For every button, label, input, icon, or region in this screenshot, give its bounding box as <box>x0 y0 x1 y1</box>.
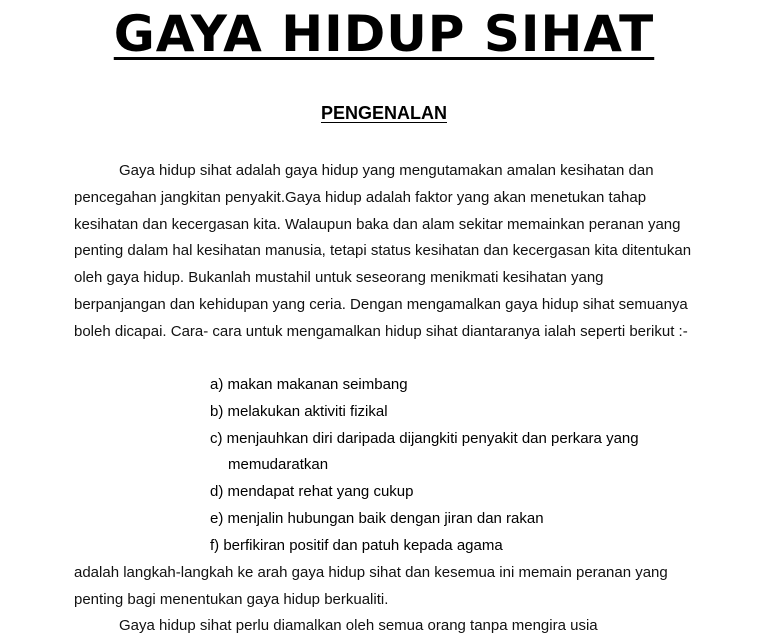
intro-paragraph-text: Gaya hidup sihat adalah gaya hidup yang mengutamakan amalan kesihatan dan pencegahan jangkitan penyakit.Gaya hidup adalah faktor yang akan menetukan tahap kesihatan dan kecergasan kita. Walaupun baka dan alam sekitar memainkan peranan yang penting dalam hal kesihatan manusia, tetapi status kesihatan dan kecergasan kita ditentukan oleh gaya hidup. Bukanlah mustahil untuk seseorang menikmati kesihatan yang berpanjangan dan kehidupan yang ceria. Dengan mengamalkan gaya hidup sihat semuanya boleh dicapai. Cara- cara untuk mengamalkan hidup sihat diantaranya ialah seperti berikut :- <box>74 162 692 340</box>
list-item: b) melakukan aktiviti fizikal <box>210 402 388 420</box>
list-item: c) menjauhkan diri daripada dijangkiti penyakit dan perkara yang memudaratkan <box>210 429 639 474</box>
section-heading <box>0 101 768 125</box>
list-item: f) berfikiran positif dan patuh kepada agama <box>210 536 503 554</box>
next-paragraph: Gaya hidup sihat perlu diamalkan oleh semua orang tanpa mengira usia <box>119 617 598 634</box>
healthy-lifestyle-list <box>210 372 690 560</box>
list-item: a) makan makanan seimbang <box>210 376 408 393</box>
document-title-text: GAYA HIDUP SIHAT <box>113 5 655 63</box>
section-heading-text: PENGENALAN <box>320 103 447 123</box>
list-item: e) menjalin hubungan baik dengan jiran dan rakan <box>210 509 544 527</box>
conclusion-paragraph: adalah langkah-langkah ke arah gaya hidup sihat dan kesemua ini memain peranan yang penting bagi menentukan gaya hidup berkualiti. <box>74 564 668 608</box>
intro-paragraph <box>74 158 699 346</box>
document-title <box>0 2 768 66</box>
list-item: d) mendapat rehat yang cukup <box>210 483 414 501</box>
